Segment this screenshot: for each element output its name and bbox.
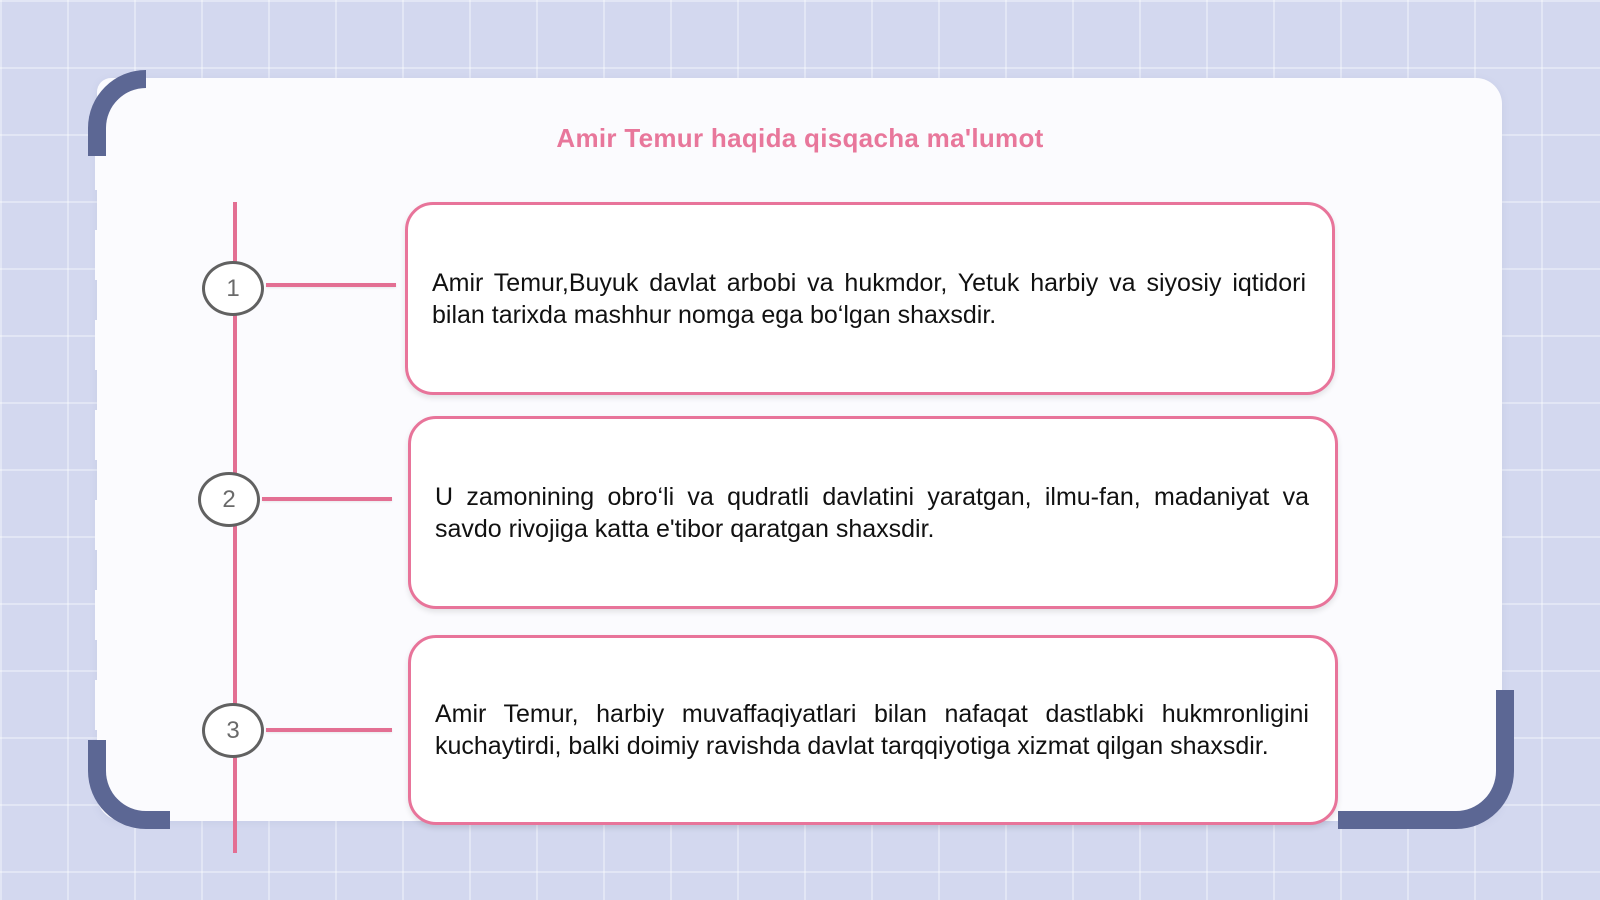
scallop xyxy=(95,500,127,550)
timeline-connector-2 xyxy=(262,497,392,501)
scallop xyxy=(95,410,127,460)
scallop xyxy=(95,320,127,370)
scallop xyxy=(95,230,127,280)
timeline-connector-3 xyxy=(266,728,392,732)
timeline-node-number: 3 xyxy=(226,716,240,744)
timeline-card-text: U zamonining obro‘li va qudratli davlatini yaratgan, ilmu-fan, madaniyat va savdo rivojiga katta e'tibor qaratgan shaxsdir. xyxy=(435,482,1309,543)
timeline-connector-1 xyxy=(266,283,396,287)
timeline-card-1 xyxy=(405,202,1335,395)
timeline-node-number: 2 xyxy=(222,485,236,513)
timeline-node-3 xyxy=(202,703,264,758)
timeline-node-1 xyxy=(202,261,264,316)
scallop xyxy=(95,680,127,730)
slide-title: Amir Temur haqida qisqacha ma'lumot xyxy=(556,123,1044,153)
scallop xyxy=(95,590,127,640)
frame-bracket-bottom-right xyxy=(1338,690,1514,829)
timeline-node-2 xyxy=(198,472,260,527)
timeline-card-2 xyxy=(408,416,1338,609)
timeline-card-text: Amir Temur,Buyuk davlat arbobi va hukmdor, Yetuk harbiy va siyosiy iqtidori bilan tarixda mashhur nomga ega bo‘lgan shaxsdir. xyxy=(432,268,1306,329)
timeline-card-text: Amir Temur, harbiy muvaffaqiyatlari bilan nafaqat dastlabki hukmronligini kuchaytirdi, balki doimiy ravishda davlat tarqqiyotiga xizmat qilgan shaxsdir. xyxy=(435,700,1309,760)
timeline-node-number: 1 xyxy=(226,274,240,302)
sheet-scalloped-edge xyxy=(95,140,127,770)
timeline-card-3 xyxy=(408,635,1338,825)
frame-bracket-bottom-left xyxy=(88,740,170,829)
